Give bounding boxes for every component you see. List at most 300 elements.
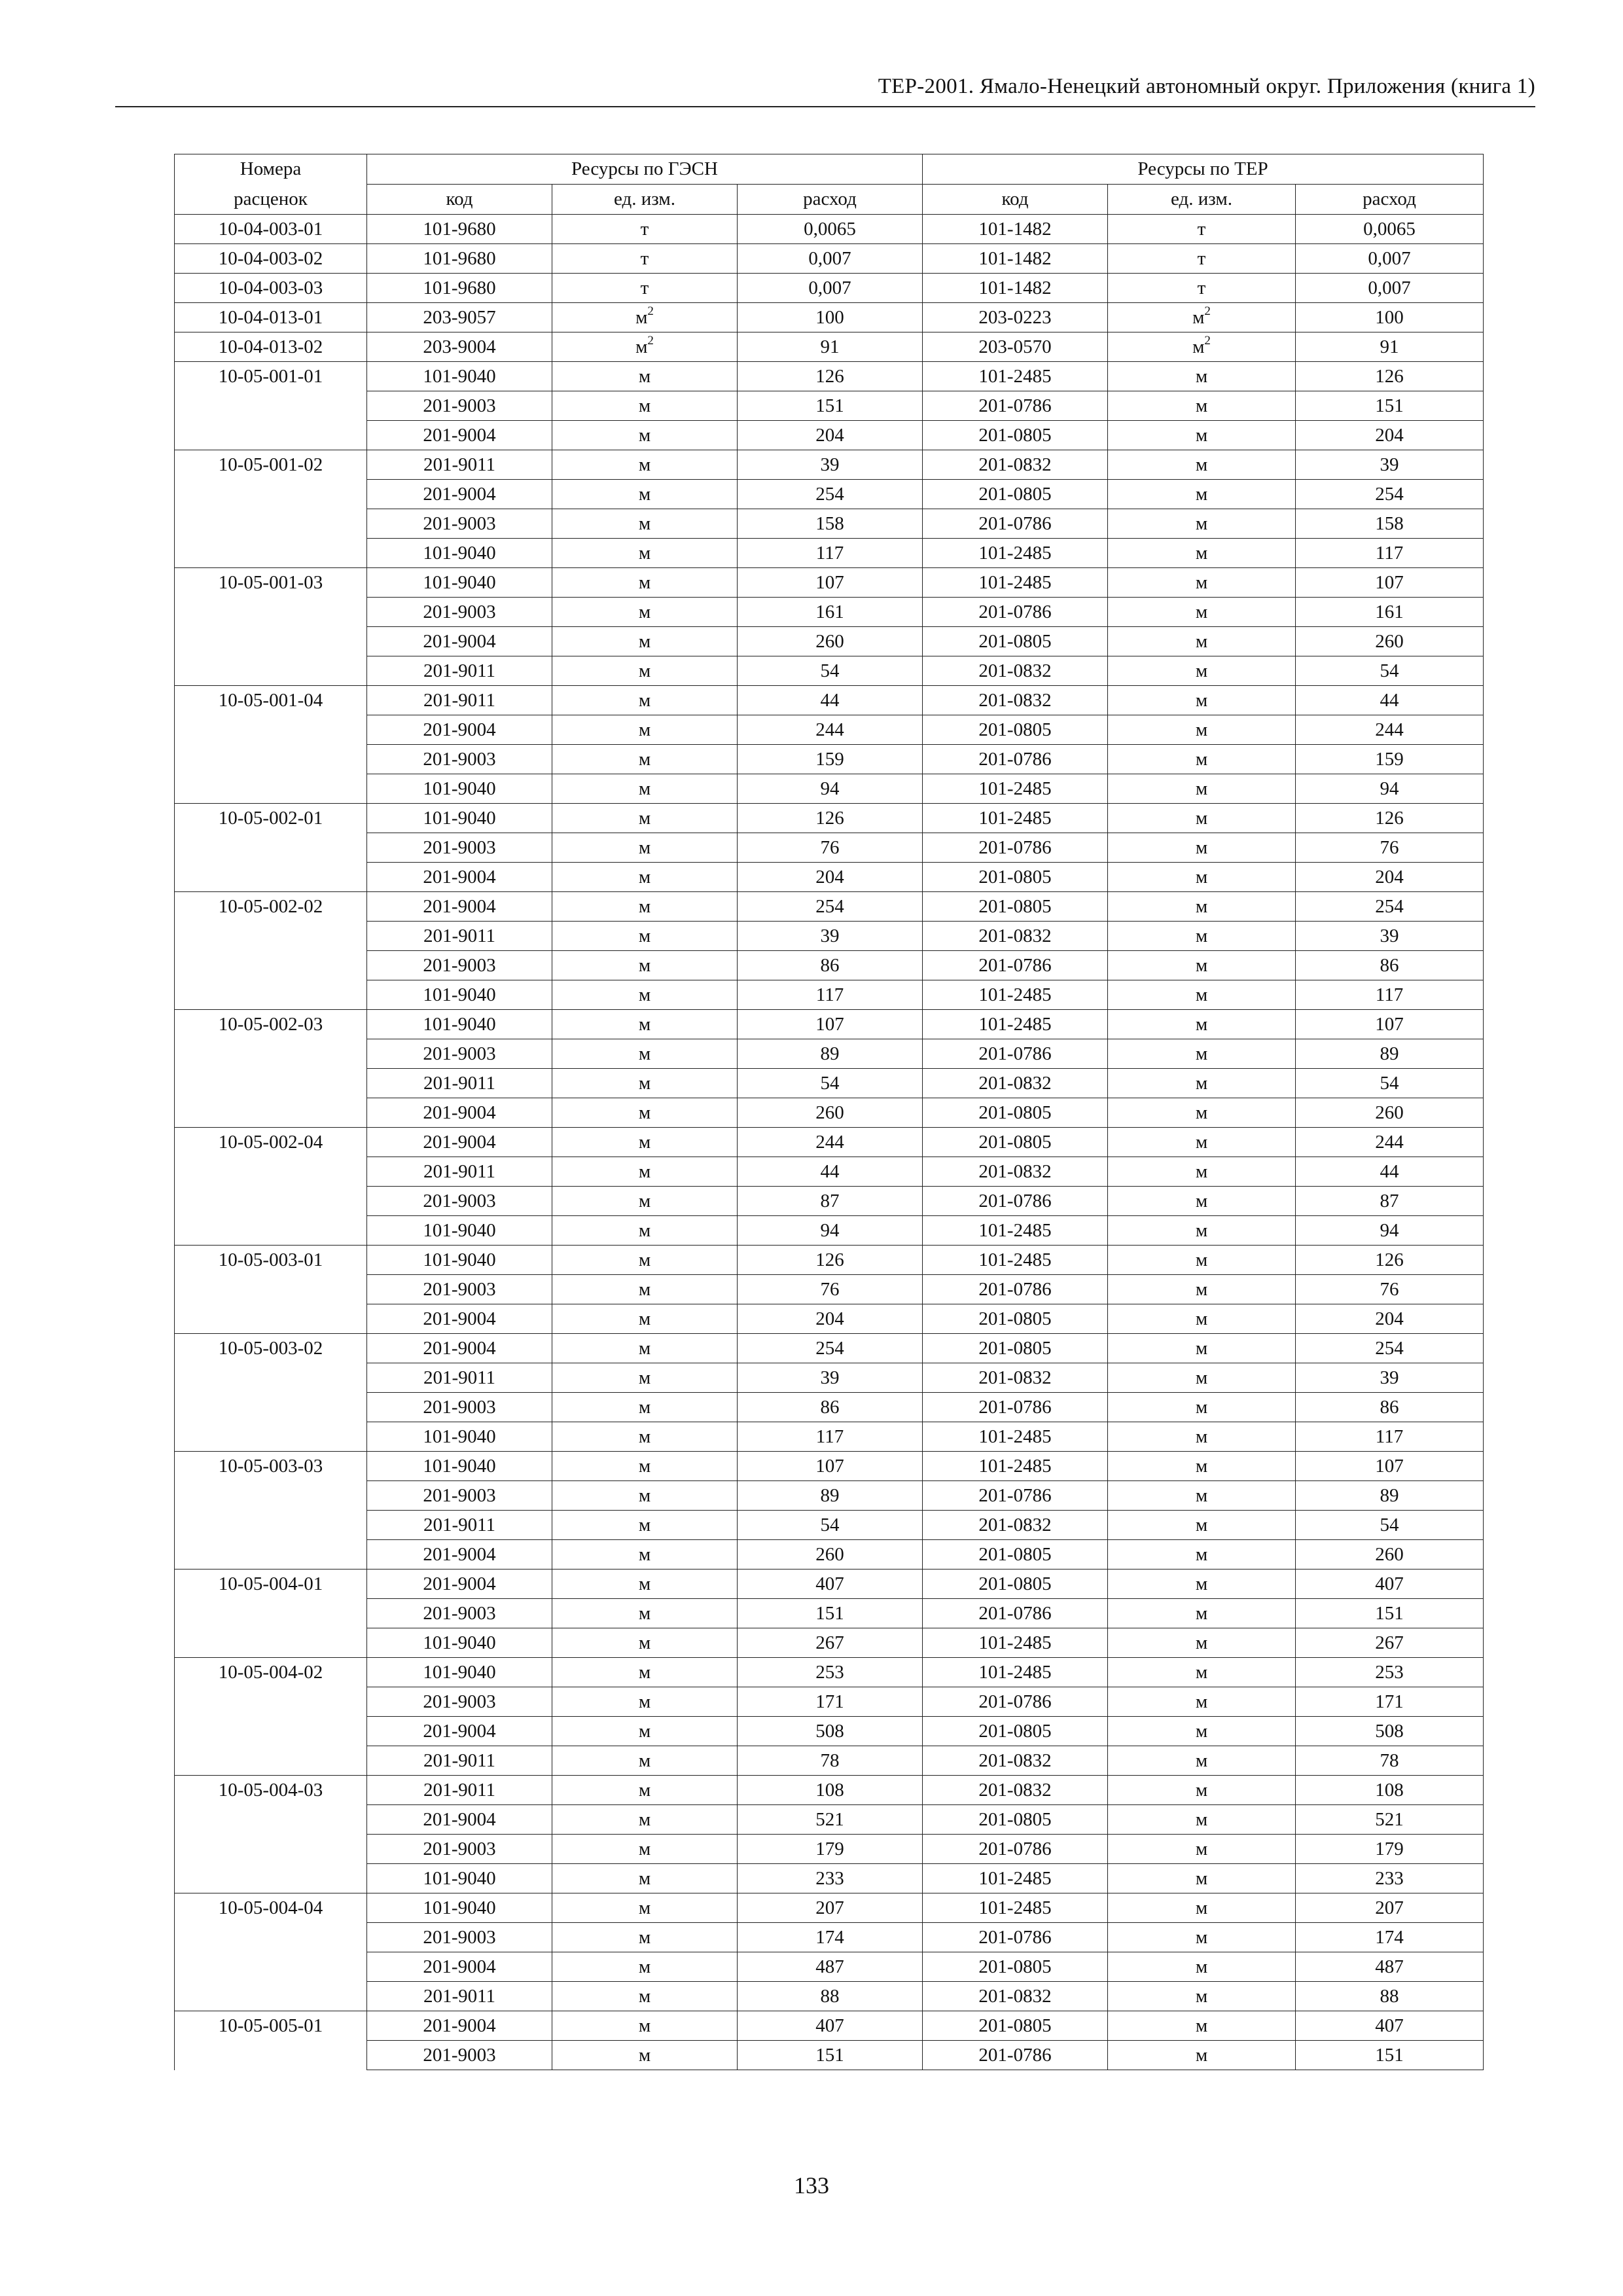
- ter-unit-cell: м: [1108, 1658, 1296, 1687]
- ter-unit-cell: м: [1108, 892, 1296, 922]
- gesn-code-cell: 201-9003: [367, 1393, 552, 1422]
- gesn-unit-cell: м: [552, 686, 738, 715]
- gesn-code-cell: 101-9040: [367, 774, 552, 804]
- gesn-code-cell: 201-9003: [367, 1039, 552, 1069]
- gesn-unit-cell: м: [552, 833, 738, 863]
- gesn-consumption-cell: 86: [738, 951, 923, 980]
- table-head-row-groups: [175, 154, 1484, 185]
- ter-unit-cell: м: [1108, 1128, 1296, 1157]
- table-row: [175, 1246, 1484, 1275]
- ter-consumption-cell: 89: [1296, 1481, 1484, 1511]
- ter-unit-cell: $м^2$: [1108, 303, 1296, 332]
- gesn-consumption-cell: 204: [738, 863, 923, 892]
- resource-mapping-table: [174, 154, 1484, 2070]
- gesn-unit-cell: м: [552, 391, 738, 421]
- gesn-code-cell: 201-9003: [367, 598, 552, 627]
- ter-consumption-cell: 244: [1296, 1128, 1484, 1157]
- ter-consumption-cell: 117: [1296, 539, 1484, 568]
- ter-unit-cell: м: [1108, 1275, 1296, 1304]
- ter-consumption-cell: 107: [1296, 1010, 1484, 1039]
- rate-number-cell: [175, 480, 367, 509]
- ter-code-cell: 201-0786: [923, 391, 1108, 421]
- gesn-consumption-cell: 171: [738, 1687, 923, 1717]
- gesn-code-cell: 101-9040: [367, 1246, 552, 1275]
- table-row: [175, 274, 1484, 303]
- running-header: [115, 72, 1535, 107]
- ter-code-cell: 201-0832: [923, 686, 1108, 715]
- gesn-consumption-cell: 179: [738, 1835, 923, 1864]
- gesn-consumption-cell: 158: [738, 509, 923, 539]
- gesn-unit-header: ед. изм.: [552, 185, 738, 215]
- gesn-code-cell: 101-9040: [367, 568, 552, 598]
- ter-code-cell: 201-0805: [923, 1304, 1108, 1334]
- rate-number-cell: [175, 627, 367, 656]
- gesn-code-cell: 201-9003: [367, 509, 552, 539]
- ter-unit-cell: т: [1108, 274, 1296, 303]
- rate-number-cell: 10-05-001-01: [175, 362, 367, 391]
- gesn-unit-cell: м: [552, 362, 738, 391]
- gesn-code-cell: 101-9040: [367, 1864, 552, 1893]
- table-row: [175, 539, 1484, 568]
- gesn-unit-cell: м: [552, 1275, 738, 1304]
- ter-consumption-cell: 54: [1296, 1069, 1484, 1098]
- table-row: [175, 1216, 1484, 1246]
- gesn-code-cell: 201-9011: [367, 1982, 552, 2011]
- gesn-consumption-cell: 39: [738, 1363, 923, 1393]
- gesn-consumption-cell: 117: [738, 980, 923, 1010]
- ter-consumption-cell: 39: [1296, 922, 1484, 951]
- rate-number-cell: 10-05-004-04: [175, 1893, 367, 1923]
- gesn-unit-cell: м: [552, 1128, 738, 1157]
- gesn-code-cell: 201-9003: [367, 1481, 552, 1511]
- gesn-consumption-cell: 0,0065: [738, 215, 923, 244]
- gesn-code-cell: 101-9680: [367, 215, 552, 244]
- ter-code-cell: 101-2485: [923, 1893, 1108, 1923]
- gesn-code-cell: 201-9003: [367, 1275, 552, 1304]
- rate-number-cell: 10-05-002-04: [175, 1128, 367, 1157]
- ter-unit-cell: м: [1108, 1363, 1296, 1393]
- ter-unit-cell: м: [1108, 1923, 1296, 1952]
- ter-consumption-cell: 260: [1296, 627, 1484, 656]
- gesn-consumption-cell: 107: [738, 568, 923, 598]
- rate-number-cell: [175, 951, 367, 980]
- gesn-consumption-cell: 521: [738, 1805, 923, 1835]
- ter-code-cell: 201-0786: [923, 951, 1108, 980]
- ter-unit-cell: м: [1108, 539, 1296, 568]
- ter-unit-header: ед. изм.: [1108, 185, 1296, 215]
- ter-consumption-cell: 87: [1296, 1187, 1484, 1216]
- ter-code-header: код: [923, 185, 1108, 215]
- table-row: [175, 980, 1484, 1010]
- rate-number-cell: [175, 1717, 367, 1746]
- ter-unit-cell: м: [1108, 804, 1296, 833]
- gesn-code-cell: 201-9004: [367, 480, 552, 509]
- gesn-unit-cell: м: [552, 774, 738, 804]
- rate-number-cell: [175, 922, 367, 951]
- table-row: [175, 1599, 1484, 1628]
- ter-consumption-cell: 171: [1296, 1687, 1484, 1717]
- table-row: [175, 1835, 1484, 1864]
- ter-unit-cell: м: [1108, 715, 1296, 745]
- ter-unit-cell: м: [1108, 1246, 1296, 1275]
- ter-unit-cell: м: [1108, 391, 1296, 421]
- gesn-code-cell: 201-9004: [367, 1952, 552, 1982]
- ter-consumption-cell: 76: [1296, 1275, 1484, 1304]
- ter-unit-cell: м: [1108, 450, 1296, 480]
- ter-unit-cell: м: [1108, 1422, 1296, 1452]
- ter-consumption-cell: 126: [1296, 804, 1484, 833]
- rate-number-cell: 10-05-001-02: [175, 450, 367, 480]
- gesn-consumption-cell: 151: [738, 2041, 923, 2070]
- gesn-code-cell: 201-9004: [367, 1540, 552, 1570]
- gesn-code-cell: 201-9003: [367, 2041, 552, 2070]
- ter-code-cell: 201-0786: [923, 1481, 1108, 1511]
- rate-number-cell: [175, 715, 367, 745]
- ter-unit-cell: м: [1108, 1039, 1296, 1069]
- gesn-consumption-cell: 204: [738, 421, 923, 450]
- ter-consumption-cell: 151: [1296, 1599, 1484, 1628]
- ter-unit-cell: м: [1108, 1157, 1296, 1187]
- ter-unit-cell: м: [1108, 1069, 1296, 1098]
- gesn-code-cell: 101-9040: [367, 804, 552, 833]
- ter-consumption-cell: 0,007: [1296, 274, 1484, 303]
- rate-number-cell: [175, 1069, 367, 1098]
- gesn-consumption-cell: 487: [738, 1952, 923, 1982]
- gesn-consumption-cell: 174: [738, 1923, 923, 1952]
- rate-number-cell: [175, 656, 367, 686]
- ter-unit-cell: м: [1108, 1717, 1296, 1746]
- ter-unit-cell: м: [1108, 1599, 1296, 1628]
- gesn-unit-cell: м: [552, 1334, 738, 1363]
- gesn-consumption-cell: 107: [738, 1010, 923, 1039]
- ter-consumption-cell: 407: [1296, 2011, 1484, 2041]
- ter-unit-cell: м: [1108, 2011, 1296, 2041]
- gesn-code-cell: 101-9040: [367, 1010, 552, 1039]
- ter-consumption-cell: 89: [1296, 1039, 1484, 1069]
- rate-number-cell: 10-05-005-01: [175, 2011, 367, 2041]
- ter-code-cell: 201-0805: [923, 1128, 1108, 1157]
- table-row: [175, 421, 1484, 450]
- ter-code-cell: 201-0805: [923, 863, 1108, 892]
- ter-code-cell: 201-0832: [923, 1511, 1108, 1540]
- gesn-consumption-cell: 39: [738, 922, 923, 951]
- rate-number-cell: [175, 1157, 367, 1187]
- gesn-unit-cell: $м^2$: [552, 332, 738, 362]
- ter-code-cell: 201-0786: [923, 745, 1108, 774]
- gesn-code-cell: 203-9057: [367, 303, 552, 332]
- rate-number-cell: [175, 1952, 367, 1982]
- table-row: [175, 1069, 1484, 1098]
- rate-number-cell: 10-05-004-03: [175, 1776, 367, 1805]
- ter-consumption-cell: 78: [1296, 1746, 1484, 1776]
- ter-code-cell: 201-0786: [923, 1599, 1108, 1628]
- rates-column-header-bottom: расценок: [175, 185, 367, 215]
- gesn-code-cell: 201-9011: [367, 1069, 552, 1098]
- ter-code-cell: 101-2485: [923, 362, 1108, 391]
- table-row: [175, 745, 1484, 774]
- ter-consumption-cell: 88: [1296, 1982, 1484, 2011]
- gesn-unit-cell: т: [552, 215, 738, 244]
- rate-number-cell: [175, 1187, 367, 1216]
- gesn-consumption-cell: 161: [738, 598, 923, 627]
- rate-number-cell: 10-04-003-02: [175, 244, 367, 274]
- ter-consumption-cell: 158: [1296, 509, 1484, 539]
- ter-consumption-cell: 254: [1296, 892, 1484, 922]
- gesn-code-cell: 201-9011: [367, 1746, 552, 1776]
- table-row: [175, 1157, 1484, 1187]
- gesn-code-cell: 201-9004: [367, 1805, 552, 1835]
- gesn-code-cell: 201-9004: [367, 2011, 552, 2041]
- gesn-unit-cell: м: [552, 1304, 738, 1334]
- rate-number-cell: [175, 1393, 367, 1422]
- ter-unit-cell: м: [1108, 980, 1296, 1010]
- ter-unit-cell: м: [1108, 1835, 1296, 1864]
- gesn-consumption-cell: 76: [738, 833, 923, 863]
- gesn-consumption-cell: 260: [738, 1098, 923, 1128]
- ter-unit-cell: м: [1108, 1098, 1296, 1128]
- gesn-code-cell: 201-9003: [367, 391, 552, 421]
- ter-consumption-cell: 94: [1296, 774, 1484, 804]
- table-row: [175, 1893, 1484, 1923]
- ter-code-cell: 201-0805: [923, 1540, 1108, 1570]
- gesn-code-cell: 201-9004: [367, 715, 552, 745]
- gesn-code-cell: 101-9040: [367, 539, 552, 568]
- ter-consumption-cell: 407: [1296, 1570, 1484, 1599]
- ter-code-cell: 101-2485: [923, 1010, 1108, 1039]
- gesn-consumption-cell: 54: [738, 656, 923, 686]
- gesn-consumption-cell: 254: [738, 892, 923, 922]
- ter-code-cell: 101-2485: [923, 774, 1108, 804]
- table-body: [175, 215, 1484, 2070]
- gesn-unit-cell: м: [552, 509, 738, 539]
- table-row: [175, 450, 1484, 480]
- ter-code-cell: 203-0223: [923, 303, 1108, 332]
- ter-consumption-cell: 521: [1296, 1805, 1484, 1835]
- ter-unit-cell: м: [1108, 745, 1296, 774]
- ter-unit-cell: м: [1108, 2041, 1296, 2070]
- table-row: [175, 303, 1484, 332]
- table-row: [175, 1187, 1484, 1216]
- ter-consumption-cell: 260: [1296, 1540, 1484, 1570]
- ter-unit-cell: м: [1108, 686, 1296, 715]
- table-row: [175, 1452, 1484, 1481]
- gesn-unit-cell: м: [552, 1216, 738, 1246]
- ter-consumption-cell: 100: [1296, 303, 1484, 332]
- rate-number-cell: 10-05-003-02: [175, 1334, 367, 1363]
- gesn-code-cell: 101-9040: [367, 1422, 552, 1452]
- table-row: [175, 1805, 1484, 1835]
- rate-number-cell: [175, 1481, 367, 1511]
- ter-code-cell: 101-2485: [923, 1628, 1108, 1658]
- gesn-consumption-cell: 54: [738, 1069, 923, 1098]
- gesn-consumption-cell: 244: [738, 1128, 923, 1157]
- gesn-consumption-cell: 54: [738, 1511, 923, 1540]
- gesn-unit-cell: м: [552, 1246, 738, 1275]
- rate-number-cell: 10-04-013-02: [175, 332, 367, 362]
- gesn-unit-cell: м: [552, 627, 738, 656]
- gesn-unit-cell: м: [552, 1628, 738, 1658]
- ter-code-cell: 101-2485: [923, 1216, 1108, 1246]
- gesn-unit-cell: т: [552, 244, 738, 274]
- ter-code-cell: 101-2485: [923, 1658, 1108, 1687]
- table-row: [175, 686, 1484, 715]
- table-row: [175, 1334, 1484, 1363]
- ter-consumption-header: расход: [1296, 185, 1484, 215]
- ter-code-cell: 201-0832: [923, 1363, 1108, 1393]
- gesn-consumption-cell: 100: [738, 303, 923, 332]
- gesn-code-cell: 201-9011: [367, 1363, 552, 1393]
- table-row: [175, 1128, 1484, 1157]
- gesn-unit-cell: м: [552, 1452, 738, 1481]
- ter-unit-cell: м: [1108, 1805, 1296, 1835]
- gesn-consumption-cell: 207: [738, 1893, 923, 1923]
- table-row: [175, 1658, 1484, 1687]
- rate-number-cell: 10-05-002-01: [175, 804, 367, 833]
- table-row: [175, 2011, 1484, 2041]
- gesn-unit-cell: м: [552, 1039, 738, 1069]
- ter-code-cell: 201-0832: [923, 1157, 1108, 1187]
- ter-code-cell: 201-0786: [923, 509, 1108, 539]
- gesn-unit-cell: м: [552, 1687, 738, 1717]
- ter-consumption-cell: 108: [1296, 1776, 1484, 1805]
- gesn-consumption-cell: 204: [738, 1304, 923, 1334]
- gesn-unit-cell: м: [552, 1481, 738, 1511]
- ter-unit-cell: м: [1108, 1746, 1296, 1776]
- gesn-code-cell: 201-9004: [367, 1570, 552, 1599]
- gesn-consumption-cell: 87: [738, 1187, 923, 1216]
- gesn-consumption-cell: 94: [738, 774, 923, 804]
- ter-consumption-cell: 0,007: [1296, 244, 1484, 274]
- rate-number-cell: [175, 1275, 367, 1304]
- gesn-consumption-cell: 44: [738, 1157, 923, 1187]
- ter-consumption-cell: 204: [1296, 421, 1484, 450]
- gesn-code-cell: 201-9003: [367, 833, 552, 863]
- table-row: [175, 568, 1484, 598]
- ter-consumption-cell: 204: [1296, 1304, 1484, 1334]
- gesn-unit-cell: м: [552, 804, 738, 833]
- gesn-code-header: код: [367, 185, 552, 215]
- gesn-unit-cell: м: [552, 980, 738, 1010]
- table-head-row-columns: [175, 185, 1484, 215]
- rate-number-cell: [175, 539, 367, 568]
- ter-unit-cell: м: [1108, 598, 1296, 627]
- ter-consumption-cell: 267: [1296, 1628, 1484, 1658]
- ter-code-cell: 201-0786: [923, 1923, 1108, 1952]
- table-row: [175, 2041, 1484, 2070]
- ter-unit-cell: м: [1108, 509, 1296, 539]
- ter-code-cell: 201-0805: [923, 1952, 1108, 1982]
- rate-number-cell: 10-04-003-01: [175, 215, 367, 244]
- table-row: [175, 833, 1484, 863]
- gesn-consumption-cell: 151: [738, 391, 923, 421]
- gesn-unit-cell: м: [552, 951, 738, 980]
- gesn-code-cell: 201-9011: [367, 1776, 552, 1805]
- ter-code-cell: 201-0786: [923, 833, 1108, 863]
- ter-code-cell: 203-0570: [923, 332, 1108, 362]
- gesn-code-cell: 201-9011: [367, 1157, 552, 1187]
- gesn-code-cell: 201-9004: [367, 421, 552, 450]
- ter-unit-cell: м: [1108, 1687, 1296, 1717]
- gesn-unit-cell: м: [552, 1363, 738, 1393]
- gesn-code-cell: 201-9003: [367, 1599, 552, 1628]
- gesn-code-cell: 101-9040: [367, 980, 552, 1010]
- ter-unit-cell: м: [1108, 951, 1296, 980]
- gesn-code-cell: 203-9004: [367, 332, 552, 362]
- rate-number-cell: [175, 1039, 367, 1069]
- gesn-consumption-cell: 108: [738, 1776, 923, 1805]
- table-row: [175, 656, 1484, 686]
- ter-code-cell: 201-0786: [923, 1393, 1108, 1422]
- ter-consumption-cell: 0,0065: [1296, 215, 1484, 244]
- gesn-unit-cell: м: [552, 1982, 738, 2011]
- gesn-consumption-cell: 44: [738, 686, 923, 715]
- table-row: [175, 1982, 1484, 2011]
- ter-unit-cell: м: [1108, 1511, 1296, 1540]
- gesn-consumption-cell: 76: [738, 1275, 923, 1304]
- gesn-code-cell: 201-9004: [367, 892, 552, 922]
- ter-unit-cell: м: [1108, 1952, 1296, 1982]
- ter-consumption-cell: 91: [1296, 332, 1484, 362]
- rate-number-cell: [175, 863, 367, 892]
- gesn-consumption-cell: 244: [738, 715, 923, 745]
- running-title: ТЕР-2001. Ямало-Ненецкий автономный округ. Приложения (книга 1): [878, 75, 1535, 98]
- gesn-unit-cell: м: [552, 1010, 738, 1039]
- ter-code-cell: 201-0805: [923, 2011, 1108, 2041]
- rate-number-cell: [175, 1923, 367, 1952]
- ter-consumption-cell: 107: [1296, 568, 1484, 598]
- ter-unit-cell: м: [1108, 1334, 1296, 1363]
- gesn-unit-cell: м: [552, 1069, 738, 1098]
- table-row: [175, 1540, 1484, 1570]
- ter-unit-cell: $м^2$: [1108, 332, 1296, 362]
- table-row: [175, 863, 1484, 892]
- resource-table-container: [174, 154, 1483, 2070]
- ter-unit-cell: м: [1108, 1216, 1296, 1246]
- ter-consumption-cell: 233: [1296, 1864, 1484, 1893]
- ter-unit-cell: т: [1108, 215, 1296, 244]
- ter-consumption-cell: 151: [1296, 391, 1484, 421]
- gesn-code-cell: 101-9040: [367, 1658, 552, 1687]
- ter-code-cell: 201-0805: [923, 421, 1108, 450]
- gesn-unit-cell: м: [552, 480, 738, 509]
- rate-number-cell: [175, 745, 367, 774]
- rate-number-cell: [175, 1422, 367, 1452]
- gesn-unit-cell: м: [552, 1540, 738, 1570]
- gesn-consumption-cell: 107: [738, 1452, 923, 1481]
- gesn-unit-cell: м: [552, 568, 738, 598]
- ter-code-cell: 201-0786: [923, 1687, 1108, 1717]
- ter-consumption-cell: 161: [1296, 598, 1484, 627]
- ter-unit-cell: м: [1108, 1393, 1296, 1422]
- gesn-unit-cell: м: [552, 421, 738, 450]
- table-row: [175, 1393, 1484, 1422]
- rate-number-cell: [175, 1864, 367, 1893]
- ter-code-cell: 201-0786: [923, 598, 1108, 627]
- rate-number-cell: 10-04-013-01: [175, 303, 367, 332]
- ter-code-cell: 101-2485: [923, 1452, 1108, 1481]
- gesn-consumption-cell: 260: [738, 1540, 923, 1570]
- ter-consumption-cell: 254: [1296, 1334, 1484, 1363]
- gesn-unit-cell: м: [552, 1511, 738, 1540]
- ter-unit-cell: м: [1108, 480, 1296, 509]
- gesn-group-header: Ресурсы по ГЭСН: [367, 154, 923, 185]
- ter-unit-cell: м: [1108, 1864, 1296, 1893]
- gesn-unit-cell: м: [552, 745, 738, 774]
- table-row: [175, 627, 1484, 656]
- gesn-unit-cell: м: [552, 1422, 738, 1452]
- gesn-code-cell: 201-9003: [367, 951, 552, 980]
- rate-number-cell: [175, 774, 367, 804]
